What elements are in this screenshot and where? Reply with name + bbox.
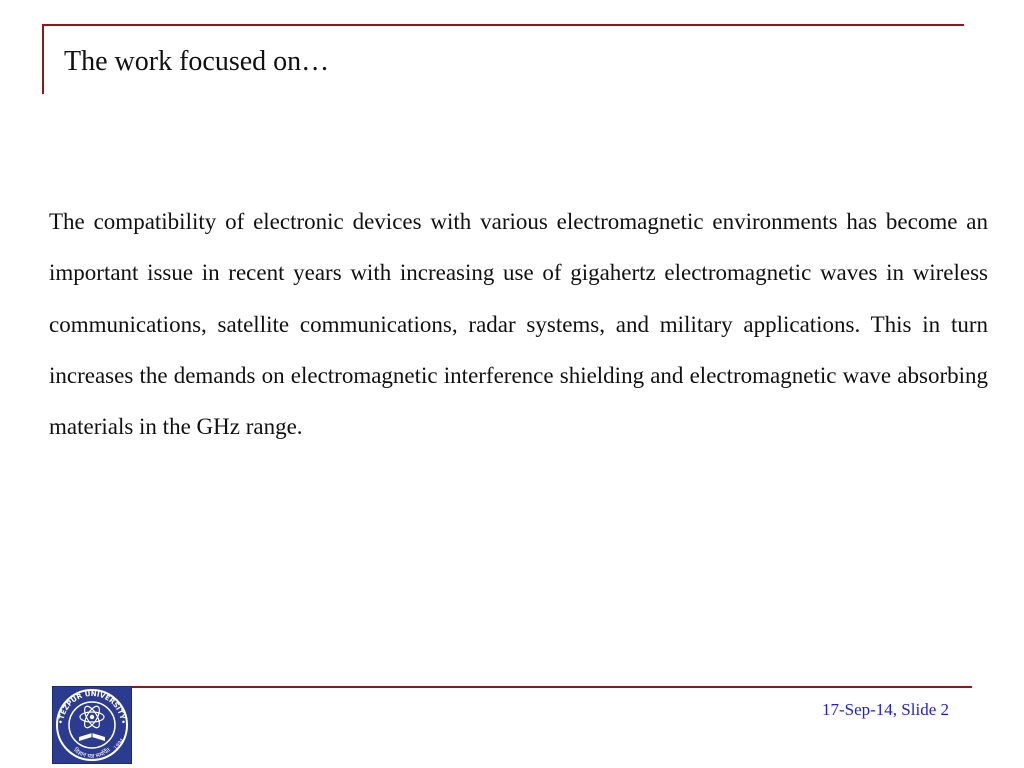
title-left-rule: [42, 24, 44, 94]
footer-rule: [132, 686, 972, 688]
logo-ring-text: •TEZPUR UNIVERSITY•: [56, 689, 128, 725]
tezpur-university-seal-icon: [53, 687, 131, 763]
university-logo: [52, 686, 132, 764]
logo-motto-text: विज्ञान यज्ञ समर्पित: [72, 746, 112, 761]
svg-text:•TEZPUR UNIVERSITY•: [57, 690, 127, 725]
title-top-rule: [42, 24, 964, 26]
logo-year-text: 1994: [112, 737, 126, 752]
slide-footer: 17-Sep-14, Slide 2: [821, 700, 949, 719]
slide-title: The work focused on…: [64, 46, 330, 77]
slide-body-paragraph: The compatibility of electronic devices with various electromagnetic environments has become an important issue in recent years with increasing use of gigahertz electromagnetic waves in wireless communications, satellite communications, radar systems, and military applications. This in turn increases the demands on electromagnetic interference shielding and electromagnetic wave absorbing materials in the GHz range.: [49, 209, 988, 440]
